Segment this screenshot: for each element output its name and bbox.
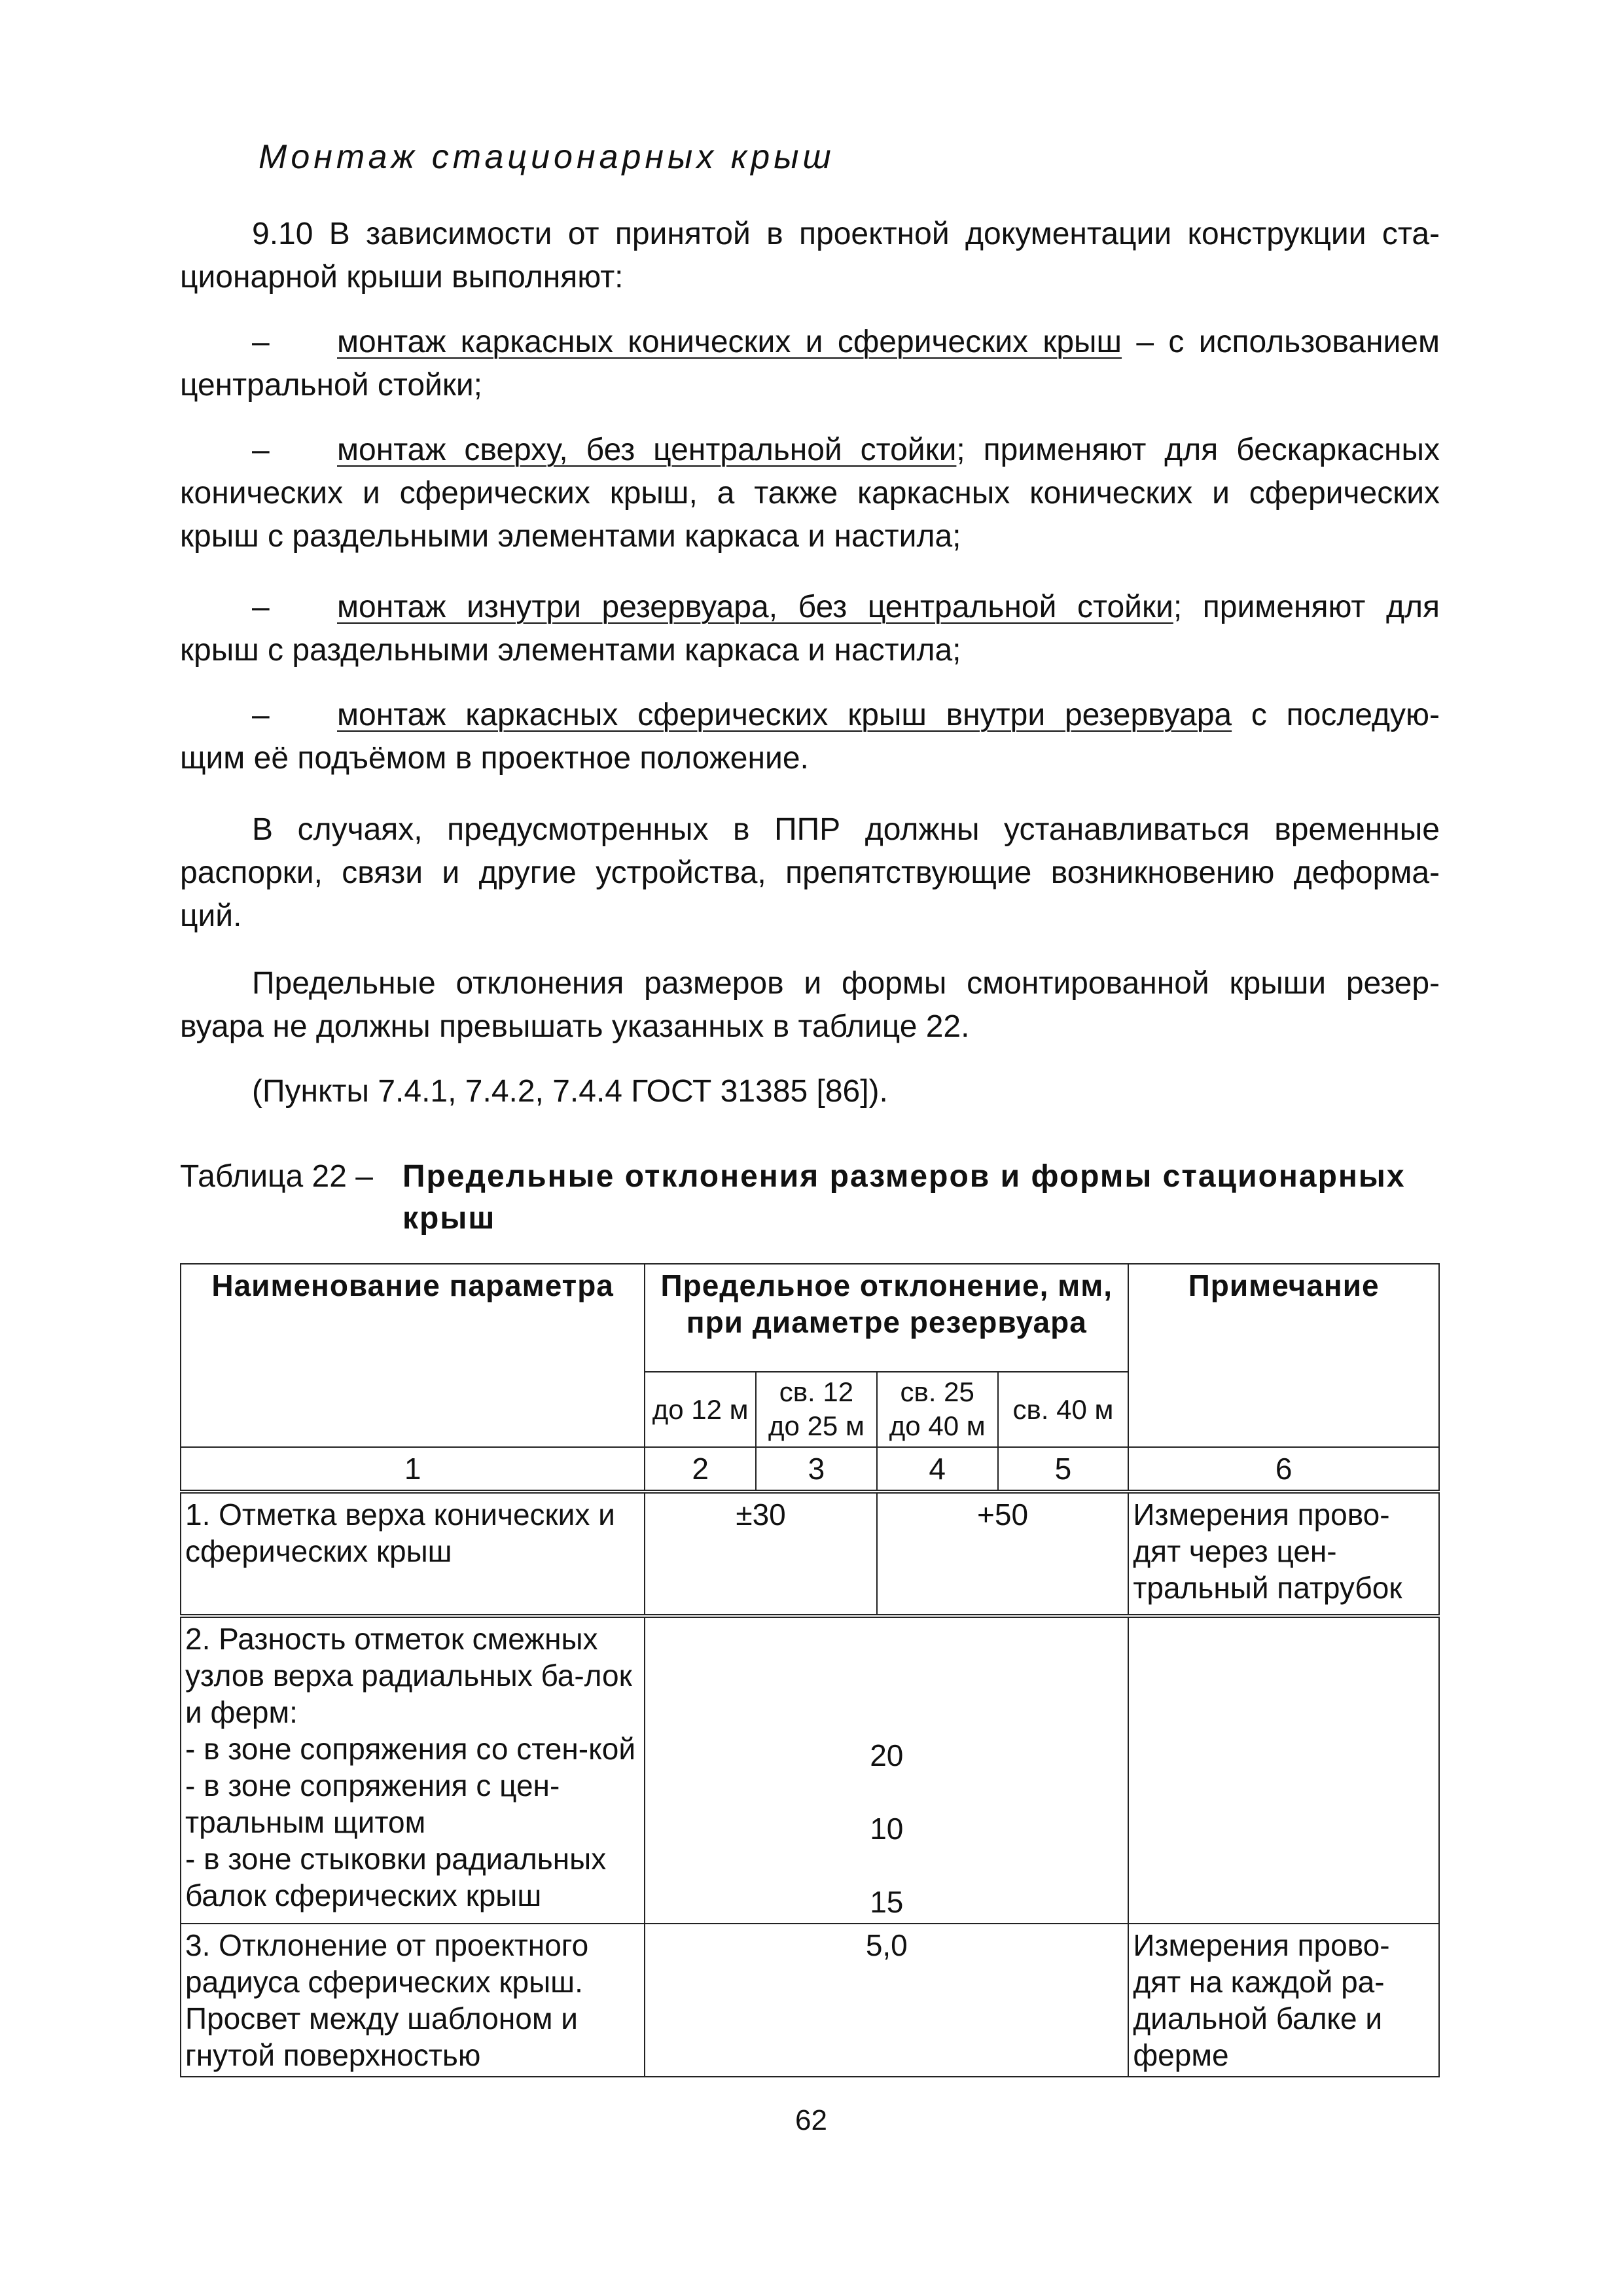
column-number: 5 (998, 1447, 1129, 1492)
para-line: ционарной крыши выполняют: (180, 260, 624, 295)
list-item (180, 586, 1440, 677)
value-cell: +50 (877, 1492, 1129, 1616)
table-caption (180, 1158, 1440, 1244)
item-text: – с использованием (1122, 325, 1440, 359)
table-row (181, 1616, 1439, 1924)
item-underlined: монтаж изнутри резервуара, без центральной стойки (337, 590, 1173, 624)
paragraph-9-10 (180, 213, 1440, 304)
column-number: 4 (877, 1447, 998, 1492)
para-line: распорки, связи и другие устройства, препятствующие возникновению деформа- (180, 855, 1440, 890)
value-cell (645, 1616, 1128, 1924)
para-line: конических и сферических крыш, а также каркасных конических и сферических (180, 476, 1440, 511)
deviation-table (180, 1263, 1440, 2077)
item-text: ; применяют для (1173, 590, 1440, 624)
dash-bullet: – (252, 433, 270, 467)
para-line: вуара не должны превышать указанных в таблице 22. (180, 1009, 970, 1044)
item-underlined: монтаж каркасных конических и сферических крыш (337, 325, 1122, 359)
column-number: 2 (645, 1447, 756, 1492)
item-underlined: монтаж каркасных сферических крыш внутри резервуара (337, 698, 1232, 732)
header-note: Примечание (1128, 1264, 1439, 1447)
subheader-cell: до 12 м (645, 1372, 756, 1447)
sub-param: - в зоне сопряжения со стен-кой (185, 1732, 636, 1766)
header-param: Наименование параметра (181, 1264, 645, 1447)
value-text: 10 (870, 1812, 904, 1846)
param-cell: 1. Отметка верха конических и сферических крыш (181, 1492, 645, 1616)
list-item (180, 429, 1440, 566)
table-header-row (181, 1264, 1439, 1372)
item-underlined: монтаж сверху, без центральной стойки (337, 433, 957, 467)
dash-bullet: – (252, 698, 270, 732)
sub-param: - в зоне сопряжения с цен-тральным щитом (185, 1768, 560, 1839)
list-item (180, 321, 1440, 412)
value-text: 15 (870, 1885, 904, 1919)
para-line: В случаях, предусмотренных в ППР должны устанавливаться временные (252, 812, 1440, 847)
column-number: 1 (181, 1447, 645, 1492)
dash-bullet: – (252, 325, 270, 359)
para-line: 9.10 В зависимости от принятой в проектной документации конструкции ста- (252, 217, 1440, 251)
para-line: (Пункты 7.4.1, 7.4.2, 7.4.4 ГОСТ 31385 [86]). (252, 1074, 888, 1109)
note-cell (1128, 1616, 1439, 1924)
sub-param: - в зоне стыковки радиальных балок сферических крыш (185, 1842, 607, 1912)
paragraph-reference (180, 1070, 1440, 1116)
param-cell: 3. Отклонение от проектного радиуса сферических крыш. Просвет между шаблоном и гнутой поверхностью (181, 1924, 645, 2077)
paragraph-limits (180, 962, 1440, 1054)
para-line: щим её подъёмом в проектное положение. (180, 741, 809, 776)
header-deviation: Предельное отклонение, мм, при диаметре резервуара (645, 1264, 1128, 1372)
item-text: ; применяют для бескаркасных (956, 433, 1440, 467)
para-line: Предельные отклонения размеров и формы смонтированной крыши резер- (252, 966, 1440, 1001)
value-cell: ±30 (645, 1492, 877, 1616)
table-row (181, 1492, 1439, 1616)
page-number: 62 (795, 2104, 827, 2136)
subheader-cell: св. 40 м (998, 1372, 1129, 1447)
caption-prefix: Таблица 22 – (180, 1159, 373, 1194)
note-cell: Измерения прово-дят через цен-тральный патрубок (1128, 1492, 1439, 1616)
para-line: центральной стойки; (180, 368, 482, 403)
caption-title: Предельные отклонения размеров и формы стационарных (402, 1159, 1406, 1194)
subheader-cell: св. 25 до 40 м (877, 1372, 998, 1447)
value-text: 20 (870, 1738, 904, 1772)
dash-bullet: – (252, 590, 270, 624)
section-heading: Монтаж стационарных крыш (259, 138, 835, 176)
caption-title: крыш (402, 1201, 496, 1236)
list-item (180, 694, 1440, 785)
column-number: 6 (1128, 1447, 1439, 1492)
item-text: с последую- (1232, 698, 1440, 732)
param-text: 2. Разность отметок смежных узлов верха радиальных ба-лок и ферм: (185, 1622, 632, 1729)
table-number-row (181, 1447, 1439, 1492)
para-line: ций. (180, 899, 242, 933)
table-row (181, 1924, 1439, 2077)
param-cell (181, 1616, 645, 1924)
para-line: крыш с раздельными элементами каркаса и настила; (180, 633, 961, 668)
para-line: крыш с раздельными элементами каркаса и настила; (180, 519, 961, 554)
subheader-cell: св. 12 до 25 м (756, 1372, 877, 1447)
paragraph-cases (180, 808, 1440, 946)
column-number: 3 (756, 1447, 877, 1492)
note-cell: Измерения прово-дят на каждой ра-диальной балке и ферме (1128, 1924, 1439, 2077)
value-cell: 5,0 (645, 1924, 1128, 2077)
